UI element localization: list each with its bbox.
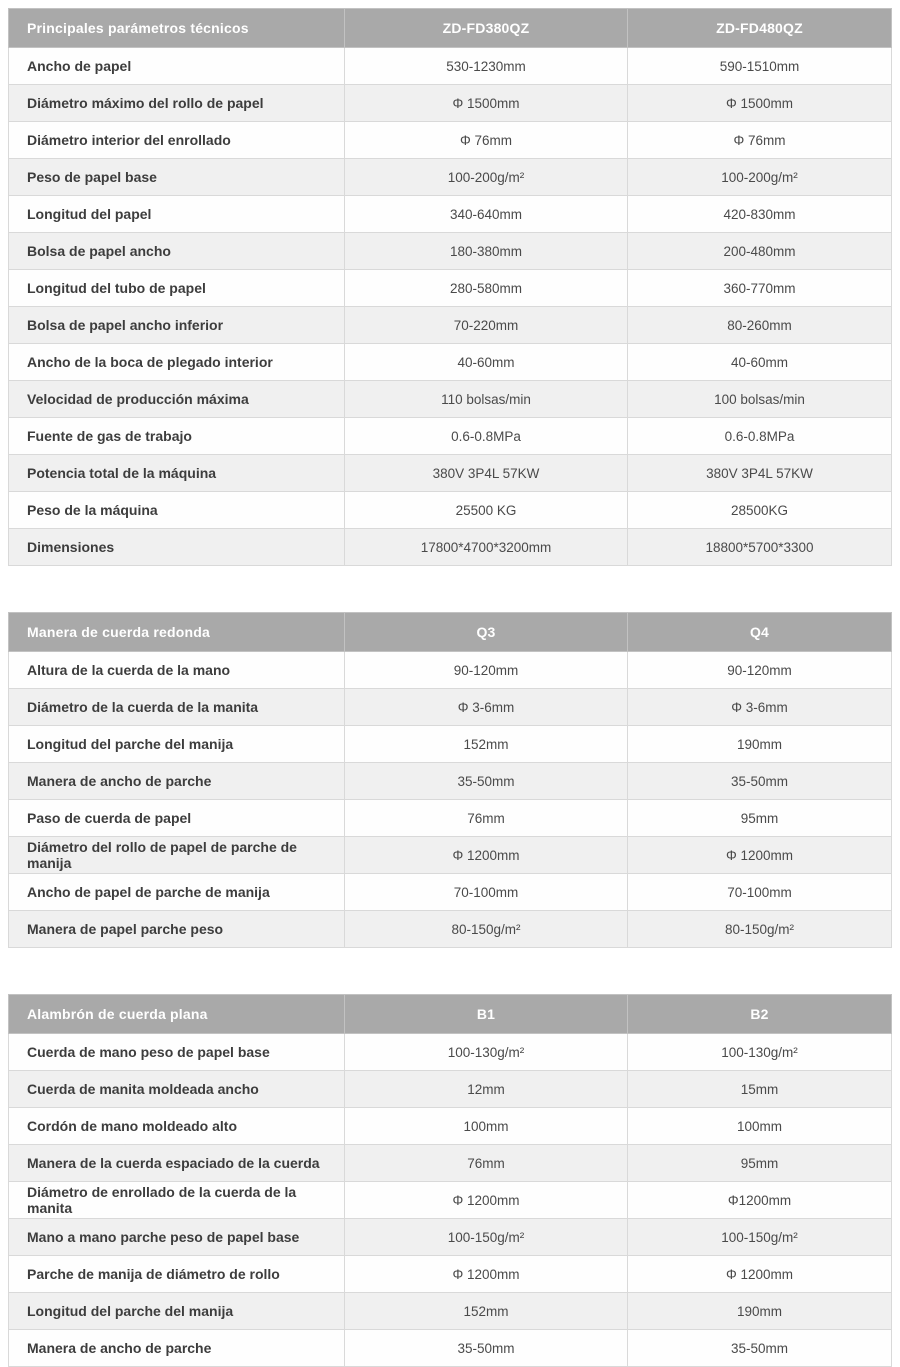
table-row (9, 911, 892, 948)
spec-value: 80-150g/m² (628, 911, 892, 948)
spec-value: 90-120mm (628, 652, 892, 689)
table-row (9, 1034, 892, 1071)
row-label: Longitud del tubo de papel (9, 270, 345, 307)
table-row (9, 763, 892, 800)
spec-value: Φ 1500mm (628, 85, 892, 122)
spec-value: 25500 KG (345, 492, 628, 529)
spec-value: 190mm (628, 726, 892, 763)
row-label: Dimensiones (9, 529, 345, 566)
column-header: B2 (628, 995, 892, 1034)
spec-value: 340-640mm (345, 196, 628, 233)
table-row (9, 529, 892, 566)
row-label: Diámetro interior del enrollado (9, 122, 345, 159)
technical-parameters-section (8, 8, 891, 566)
table-title: Alambrón de cuerda plana (9, 995, 345, 1034)
spec-value: 28500KG (628, 492, 892, 529)
table-header-row (9, 9, 892, 48)
row-label: Peso de papel base (9, 159, 345, 196)
spec-value: 530-1230mm (345, 48, 628, 85)
spec-value: 76mm (345, 800, 628, 837)
spec-value: 100-130g/m² (628, 1034, 892, 1071)
spec-value: 95mm (628, 800, 892, 837)
spec-value: 100mm (345, 1108, 628, 1145)
table-row (9, 1219, 892, 1256)
spec-value: Φ1200mm (628, 1182, 892, 1219)
column-header: ZD-FD380QZ (345, 9, 628, 48)
spec-value: Φ 1200mm (345, 1182, 628, 1219)
spec-value: 380V 3P4L 57KW (345, 455, 628, 492)
table-row (9, 1256, 892, 1293)
row-label: Cuerda de manita moldeada ancho (9, 1071, 345, 1108)
table-row (9, 196, 892, 233)
row-label: Cordón de mano moldeado alto (9, 1108, 345, 1145)
table-title: Manera de cuerda redonda (9, 613, 345, 652)
row-label: Ancho de la boca de plegado interior (9, 344, 345, 381)
table-header-row (9, 613, 892, 652)
table-row (9, 122, 892, 159)
spec-value: 35-50mm (628, 763, 892, 800)
row-label: Potencia total de la máquina (9, 455, 345, 492)
spec-value: 200-480mm (628, 233, 892, 270)
table-row (9, 307, 892, 344)
spec-value: 110 bolsas/min (345, 381, 628, 418)
spec-value: Φ 76mm (345, 122, 628, 159)
spec-value: 100 bolsas/min (628, 381, 892, 418)
spec-value: 35-50mm (345, 763, 628, 800)
row-label: Parche de manija de diámetro de rollo (9, 1256, 345, 1293)
spec-value: 70-100mm (345, 874, 628, 911)
row-label: Manera de la cuerda espaciado de la cuerda (9, 1145, 345, 1182)
table-row (9, 1108, 892, 1145)
round-rope-handle-section (8, 612, 891, 948)
table-row (9, 455, 892, 492)
column-header: ZD-FD480QZ (628, 9, 892, 48)
spec-value: 100-200g/m² (628, 159, 892, 196)
spec-value: 280-580mm (345, 270, 628, 307)
row-label: Fuente de gas de trabajo (9, 418, 345, 455)
row-label: Manera de ancho de parche (9, 763, 345, 800)
spec-value: 35-50mm (628, 1330, 892, 1367)
spec-value: 95mm (628, 1145, 892, 1182)
spec-value: 35-50mm (345, 1330, 628, 1367)
spec-value: 152mm (345, 1293, 628, 1330)
row-label: Longitud del parche del manija (9, 726, 345, 763)
table-row (9, 344, 892, 381)
table-principales-parametros-tecnicos (8, 8, 892, 566)
table-row (9, 159, 892, 196)
table-title: Principales parámetros técnicos (9, 9, 345, 48)
table-row (9, 726, 892, 763)
spec-value: 12mm (345, 1071, 628, 1108)
table-header-row (9, 995, 892, 1034)
spec-value: 380V 3P4L 57KW (628, 455, 892, 492)
table-row (9, 492, 892, 529)
table-row (9, 233, 892, 270)
spec-value: Φ 1200mm (345, 1256, 628, 1293)
table-row (9, 837, 892, 874)
spec-value: 360-770mm (628, 270, 892, 307)
spec-value: Φ 1200mm (628, 837, 892, 874)
spec-value: 0.6-0.8MPa (345, 418, 628, 455)
spec-value: 40-60mm (628, 344, 892, 381)
row-label: Longitud del parche del manija (9, 1293, 345, 1330)
table-row (9, 1071, 892, 1108)
spec-value: Φ 1500mm (345, 85, 628, 122)
row-label: Bolsa de papel ancho (9, 233, 345, 270)
spec-value: Φ 1200mm (628, 1256, 892, 1293)
spec-value: 420-830mm (628, 196, 892, 233)
table-row (9, 270, 892, 307)
spec-value: 590-1510mm (628, 48, 892, 85)
column-header: Q4 (628, 613, 892, 652)
spec-value: 80-150g/m² (345, 911, 628, 948)
spec-value: 0.6-0.8MPa (628, 418, 892, 455)
spec-value: 40-60mm (345, 344, 628, 381)
spec-value: 100-130g/m² (345, 1034, 628, 1071)
spec-value: 100-150g/m² (628, 1219, 892, 1256)
table-row (9, 48, 892, 85)
row-label: Mano a mano parche peso de papel base (9, 1219, 345, 1256)
spec-value: 190mm (628, 1293, 892, 1330)
row-label: Bolsa de papel ancho inferior (9, 307, 345, 344)
table-row (9, 1145, 892, 1182)
spec-value: Φ 1200mm (345, 837, 628, 874)
table-row (9, 800, 892, 837)
table-row (9, 1330, 892, 1367)
spec-value: 15mm (628, 1071, 892, 1108)
row-label: Longitud del papel (9, 196, 345, 233)
spec-value: 100-150g/m² (345, 1219, 628, 1256)
spec-value: 70-100mm (628, 874, 892, 911)
row-label: Paso de cuerda de papel (9, 800, 345, 837)
row-label: Peso de la máquina (9, 492, 345, 529)
spec-value: Φ 3-6mm (345, 689, 628, 726)
table-row (9, 85, 892, 122)
row-label: Diámetro máximo del rollo de papel (9, 85, 345, 122)
spec-value: 100mm (628, 1108, 892, 1145)
table-manera-de-cuerda-redonda (8, 612, 892, 948)
spec-value: Φ 3-6mm (628, 689, 892, 726)
spec-value: 18800*5700*3300 (628, 529, 892, 566)
row-label: Manera de papel parche peso (9, 911, 345, 948)
table-row (9, 1293, 892, 1330)
column-header: B1 (345, 995, 628, 1034)
spec-value: 80-260mm (628, 307, 892, 344)
row-label: Velocidad de producción máxima (9, 381, 345, 418)
spec-value: 70-220mm (345, 307, 628, 344)
row-label: Diámetro del rollo de papel de parche de manija (9, 837, 345, 874)
spec-value: 90-120mm (345, 652, 628, 689)
spec-value: 76mm (345, 1145, 628, 1182)
table-alambron-de-cuerda-plana (8, 994, 892, 1367)
row-label: Ancho de papel de parche de manija (9, 874, 345, 911)
spec-value: Φ 76mm (628, 122, 892, 159)
table-row (9, 689, 892, 726)
spec-value: 152mm (345, 726, 628, 763)
row-label: Diámetro de la cuerda de la manita (9, 689, 345, 726)
table-row (9, 418, 892, 455)
spec-value: 100-200g/m² (345, 159, 628, 196)
column-header: Q3 (345, 613, 628, 652)
table-row (9, 874, 892, 911)
row-label: Altura de la cuerda de la mano (9, 652, 345, 689)
table-row (9, 1182, 892, 1219)
spec-value: 180-380mm (345, 233, 628, 270)
row-label: Ancho de papel (9, 48, 345, 85)
row-label: Diámetro de enrollado de la cuerda de la manita (9, 1182, 345, 1219)
row-label: Manera de ancho de parche (9, 1330, 345, 1367)
table-row (9, 652, 892, 689)
spec-value: 17800*4700*3200mm (345, 529, 628, 566)
flat-rope-handle-section (8, 994, 891, 1367)
row-label: Cuerda de mano peso de papel base (9, 1034, 345, 1071)
table-row (9, 381, 892, 418)
